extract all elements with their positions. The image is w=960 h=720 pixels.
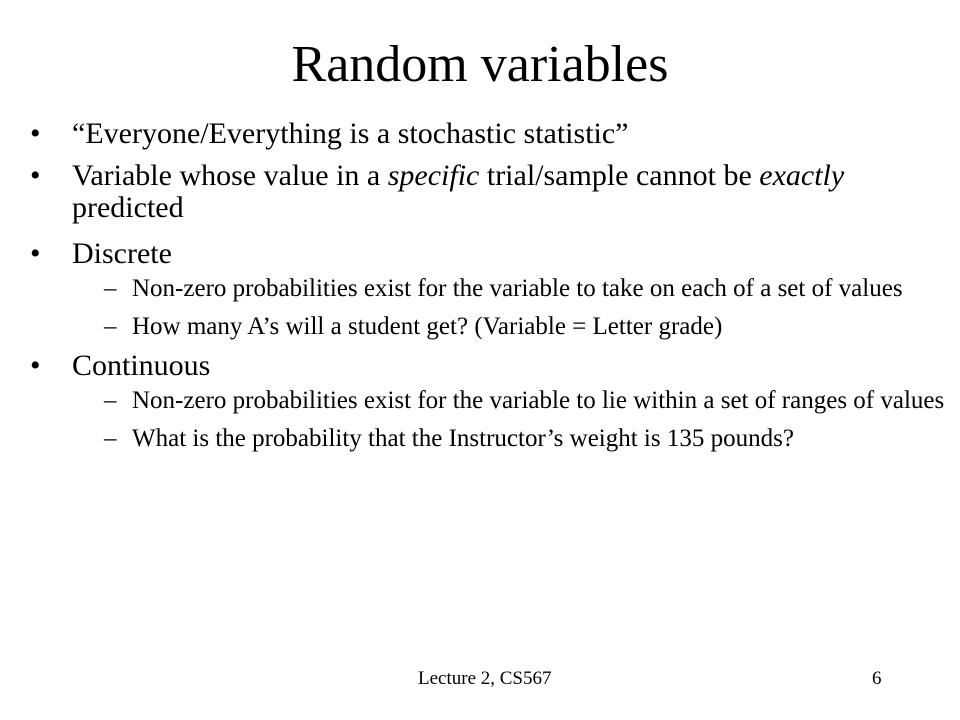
bullet-list xyxy=(28,118,948,452)
sub-list xyxy=(72,388,948,452)
bullet-item xyxy=(28,160,948,224)
dash-icon: – xyxy=(104,425,117,452)
bullet-text: Discrete xyxy=(72,237,172,270)
bullet-icon: • xyxy=(30,159,41,192)
bullet-item xyxy=(28,238,948,340)
bullet-text: “Everyone/Everything is a stochastic statistic” xyxy=(72,117,629,150)
sub-list xyxy=(72,276,948,340)
bullet-icon: • xyxy=(30,237,41,270)
footer-label: Lecture 2, CS567 xyxy=(418,668,552,689)
bullet-text-part: Variable whose value in a xyxy=(72,159,388,192)
bullet-text-part: trial/sample cannot be xyxy=(479,159,760,192)
dash-icon: – xyxy=(104,387,117,414)
sub-text: What is the probability that the Instructor’s weight is 135 pounds? xyxy=(132,425,794,452)
bullet-icon: • xyxy=(30,117,41,150)
bullet-item xyxy=(28,350,948,452)
sub-item xyxy=(72,426,948,452)
bullet-item xyxy=(28,118,948,150)
bullet-icon: • xyxy=(30,349,41,382)
sub-item xyxy=(72,276,948,302)
dash-icon: – xyxy=(104,275,117,302)
bullet-text: Continuous xyxy=(72,349,211,382)
sub-text: How many A’s will a student get? (Variable = Letter grade) xyxy=(132,313,723,340)
sub-text: Non-zero probabilities exist for the variable to take on each of a set of values xyxy=(132,275,903,302)
sub-item xyxy=(72,314,948,340)
emphasis-exactly: exactly xyxy=(759,159,845,192)
slide-title: Random variables xyxy=(291,36,669,93)
bullet-text-part: predicted xyxy=(72,191,184,224)
sub-item xyxy=(72,388,948,414)
dash-icon: – xyxy=(104,313,117,340)
emphasis-specific: specific xyxy=(387,159,480,192)
page-number: 6 xyxy=(872,668,882,689)
sub-text: Non-zero probabilities exist for the variable to lie within a set of ranges of values xyxy=(132,387,945,414)
